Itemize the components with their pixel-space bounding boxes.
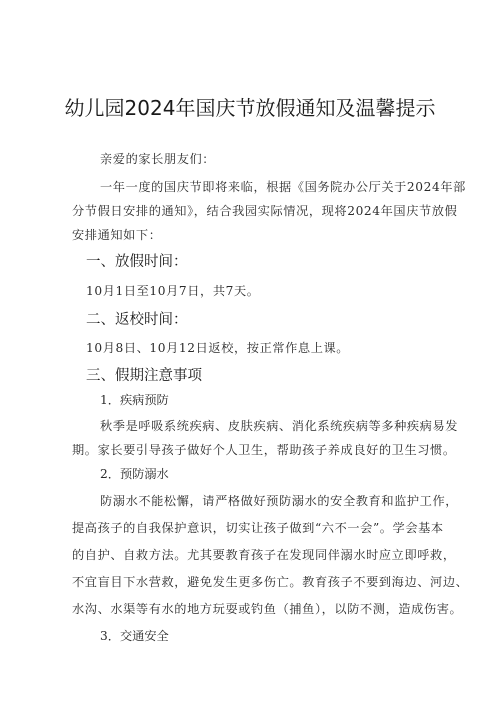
document-title: 幼儿园2024年国庆节放假通知及温馨提示 (64, 96, 436, 120)
section1-text: 10月1日至10月7日，共7天。 (86, 284, 260, 298)
section2-heading: 二、返校时间： (86, 312, 188, 328)
item2-line-3: 的自护、自救方法。尤其要教育孩子在发现同伴溺水时应立即呼救， (72, 548, 456, 562)
item1-line-2: 期。家长要引导孩子做好个人卫生，帮助孩子养成良好的卫生习惯。 (72, 443, 456, 457)
item2-line-5: 水沟、水渠等有水的地方玩耍或钓鱼（捕鱼），以防不测，造成伤害。 (72, 602, 463, 616)
item2-line-1: 防溺水不能松懈，请严格做好预防溺水的安全教育和监护工作， (100, 494, 459, 508)
item2-label: 2．预防溺水 (100, 467, 169, 481)
greeting: 亲爱的家长朋友们： (100, 152, 216, 166)
item2-line-2: 提高孩子的自我保护意识，切实让孩子做到“六不一会”。学会基本 (72, 521, 444, 535)
item1-label: 1．疾病预防 (100, 393, 169, 407)
intro-line-1: 一年一度的国庆节即将来临，根据《国务院办公厅关于2024年部 (100, 180, 466, 194)
section3-heading: 三、假期注意事项 (86, 368, 202, 384)
item2-line-4: 不宜盲目下水营救，避免发生更多伤亡。教育孩子不要到海边、河边、 (72, 575, 469, 589)
item1-line-1: 秋季是呼吸系统疾病、皮肤疾病、消化系统疾病等多种疾病易发 (100, 419, 459, 433)
section2-text: 10月8日、10月12日返校，按正常作息上课。 (86, 341, 350, 355)
section1-heading: 一、放假时间： (86, 254, 188, 270)
intro-line-2: 分节假日安排的通知》，结合我园实际情况，现将2024年国庆节放假 (72, 204, 458, 218)
intro-line-3: 安排通知如下： (72, 228, 162, 242)
item3-label: 3．交通安全 (100, 629, 169, 643)
